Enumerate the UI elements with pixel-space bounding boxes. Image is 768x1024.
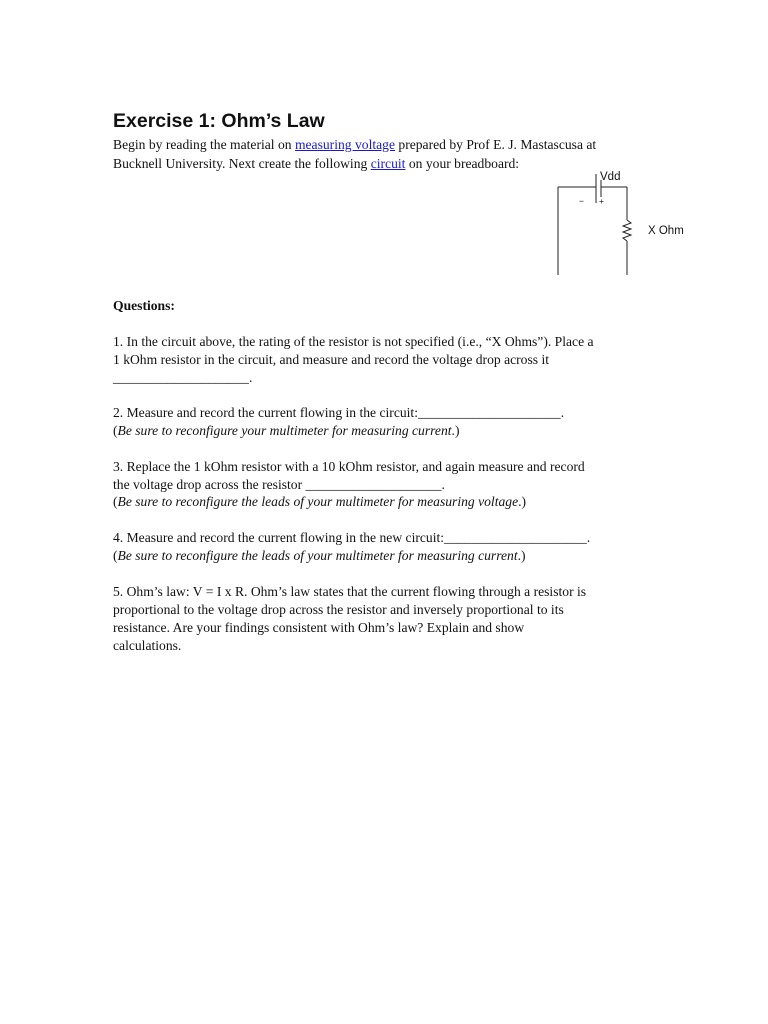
circuit-link[interactable]: circuit xyxy=(370,156,406,171)
resistor-label: X Ohm xyxy=(648,225,684,237)
paren: ( xyxy=(113,423,118,438)
question-text: 5. Ohm’s law: V = I x R. Ohm’s law states that the current flowing through a resistor is xyxy=(113,584,587,599)
question-text: 3. Replace the 1 kOhm resistor with a 10 kOhm resistor, and again measure and record xyxy=(113,459,585,474)
intro-text: prepared by Prof E. J. Mastascusa at xyxy=(395,137,597,152)
question-text: resistance. Are your findings consistent with Ohm’s law? Explain and show xyxy=(113,620,525,635)
circuit-diagram xyxy=(550,165,700,277)
question-text: 1 kOhm resistor in the circuit, and measure and record the voltage drop across it xyxy=(113,352,549,367)
intro-text: Begin by reading the material on xyxy=(113,137,295,152)
circuit-schematic xyxy=(550,165,700,277)
question-note xyxy=(113,422,459,440)
note-text: Be sure to reconfigure the leads of your multimeter for measuring voltage xyxy=(117,494,519,509)
question-text: 1. In the circuit above, the rating of the resistor is not specified (i.e., “X Ohms”). Place a xyxy=(113,334,594,349)
question-text: 4. Measure and record the current flowing in the new circuit:_____________________. xyxy=(113,530,591,545)
paren: .) xyxy=(517,548,526,563)
measuring-voltage-link[interactable]: measuring voltage xyxy=(294,137,395,152)
intro-line-1 xyxy=(113,136,596,154)
question-note xyxy=(113,493,526,511)
question-text: the voltage drop across the resistor ____________________. xyxy=(113,477,445,492)
intro-text: on your breadboard: xyxy=(405,156,520,171)
note-text: Be sure to reconfigure the leads of your multimeter for measuring current xyxy=(117,548,518,563)
question-text: calculations. xyxy=(113,638,182,653)
question-note xyxy=(113,547,526,565)
paren: .) xyxy=(451,423,460,438)
intro-line-2 xyxy=(113,155,519,173)
page-title: Exercise 1: Ohm’s Law xyxy=(113,110,325,132)
paren: .) xyxy=(518,494,527,509)
paren: ( xyxy=(113,548,118,563)
note-text: Be sure to reconfigure your multimeter for measuring current xyxy=(117,423,452,438)
answer-blank: ____________________. xyxy=(113,370,253,385)
questions-heading: Questions: xyxy=(113,298,175,313)
question-text: proportional to the voltage drop across the resistor and inversely proportional to its xyxy=(113,602,564,617)
minus-sign: − xyxy=(579,196,584,206)
vdd-label: Vdd xyxy=(600,171,621,183)
plus-sign: + xyxy=(599,196,604,206)
intro-text: Bucknell University. Next create the following xyxy=(113,156,371,171)
paren: ( xyxy=(113,494,118,509)
question-text: 2. Measure and record the current flowing in the circuit:_____________________. xyxy=(113,405,565,420)
